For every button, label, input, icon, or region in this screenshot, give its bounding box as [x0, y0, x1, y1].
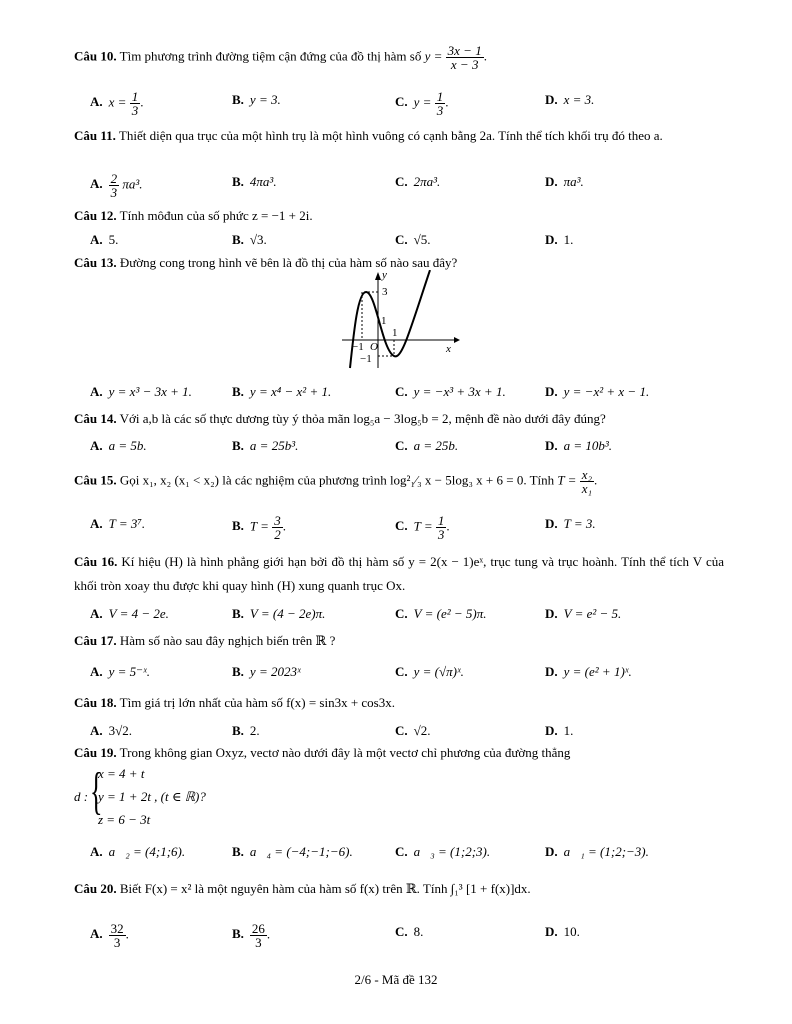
option-b[interactable]: B. 2. [232, 723, 260, 738]
question-number: Câu 10. [74, 48, 117, 64]
option-b[interactable]: B. $\frac{26}{3}$ . [232, 921, 271, 950]
option-a[interactable]: A. $\frac{32}{3}$ . [90, 921, 129, 950]
question-20 [74, 879, 724, 898]
option-b[interactable]: B. T = $\frac{3}{2}$ . [232, 513, 286, 542]
question-19 [74, 743, 724, 762]
options-12 [90, 230, 710, 252]
option-d[interactable]: D. πa³. [545, 174, 584, 189]
options-10 [90, 89, 710, 118]
question-number: Câu 13. [74, 255, 117, 270]
option-d[interactable]: D. V = e² − 5. [545, 606, 622, 621]
options-11 [90, 171, 710, 200]
option-d[interactable]: D. 10. [545, 924, 580, 939]
option-c[interactable]: C. 2πa³. [395, 174, 441, 189]
option-c[interactable]: C. T = $\frac{1}{3}$ . [395, 513, 450, 542]
page-footer: 2/6 - Mã đề 132 [354, 972, 438, 987]
option-c[interactable]: C. y = (√π)ˣ. [395, 664, 464, 679]
option-c[interactable]: C. V = (e² − 5)π. [395, 606, 487, 621]
question-text: Kí hiệu (H) là hình phẳng giới hạn bởi đồ thị hàm số y = 2(x − 1)eˣ, trục tung và trục hoành. Tính thể tích V của khối tròn xoay thu được khi quay hình (H) xung quanh trục Ox. [74, 554, 724, 593]
math: y = [424, 48, 443, 64]
fraction: $\frac{3x - 1}{x - 3}$ [447, 43, 482, 72]
question-text: Trong không gian Oxyz, vectơ nào dưới đây là một vectơ chỉ phương của đường thẳng [119, 745, 571, 760]
option-b[interactable]: B. a⃗₄ = (−4;−1;−6). [232, 844, 353, 859]
option-d[interactable]: D. 1. [545, 232, 574, 247]
question-text: Với a,b là các số thực dương tùy ý thỏa mãn log₅a − 3log₅b = 2, mệnh đề nào dưới đây đúng? [119, 411, 606, 426]
options-15 [90, 513, 710, 542]
option-d[interactable]: D. T = 3. [545, 516, 596, 531]
tick-minus-1-y: −1 [360, 353, 372, 365]
question-text: Gọi x₁, x₂ (x₁ < x₂) là các nghiệm của phương trình log²₁⁄₃ x − 5log₃ x + 6 = 0. Tính [119, 472, 555, 488]
function-graph [338, 270, 460, 370]
eq-y: y = 1 + 2t , (t ∈ ℝ)? [98, 789, 206, 804]
option-a[interactable]: A. 5. [90, 232, 119, 247]
tick-1-x: 1 [392, 327, 398, 339]
y-label: y [382, 270, 387, 281]
question-number: Câu 11. [74, 128, 116, 143]
option-c[interactable]: C. y = $\frac{1}{3}$ . [395, 89, 449, 118]
option-b[interactable]: B. √3. [232, 232, 267, 247]
options-17 [90, 662, 710, 684]
options-19 [90, 842, 710, 864]
question-16 [74, 550, 724, 598]
question-text: Tìm phương trình đường tiệm cận đứng của đồ thị hàm số [119, 48, 422, 64]
question-number: Câu 12. [74, 208, 117, 223]
options-16 [90, 604, 710, 626]
option-d[interactable]: D. a⃗₁ = (1;2;−3). [545, 844, 649, 859]
question-text: Biết F(x) = x² là một nguyên hàm của hàm số f(x) trên ℝ. Tính ∫₁³ [1 + f(x)]dx. [119, 881, 531, 896]
options-13 [90, 382, 710, 404]
question-11 [74, 126, 724, 145]
option-b[interactable]: B. y = 2023ˣ [232, 664, 301, 679]
question-text: Thiết diện qua trục của một hình trụ là một hình vuông có cạnh bằng 2a. Tính thể tích khối trụ đó theo a. [118, 128, 663, 143]
option-b[interactable]: B. 4πa³. [232, 174, 277, 189]
question-10: Câu 10. Tìm phương trình đường tiệm cận đứng của đồ thị hàm số y = $\frac{3x - 1}{x - 3}$ . [74, 43, 487, 72]
option-a[interactable]: A. y = x³ − 3x + 1. [90, 384, 192, 399]
line-name: d : [74, 789, 89, 804]
option-d[interactable]: D. y = −x² + x − 1. [545, 384, 650, 399]
question-number: Câu 14. [74, 411, 117, 426]
option-a[interactable]: A. 3√2. [90, 723, 133, 738]
eq-z: z = 6 − 3t [98, 812, 151, 827]
question-18 [74, 693, 724, 712]
option-c[interactable]: C. y = −x³ + 3x + 1. [395, 384, 506, 399]
question-text: Hàm số nào sau đây nghịch biến trên ℝ ? [119, 633, 336, 648]
question-number: Câu 15. [74, 472, 117, 488]
options-14 [90, 436, 710, 458]
question-text: Đường cong trong hình vẽ bên là đồ thị của hàm số nào sau đây? [119, 255, 458, 270]
option-c[interactable]: C. √2. [395, 723, 431, 738]
option-d[interactable]: D. a = 10b³. [545, 438, 613, 453]
option-a[interactable]: A. $\frac{2}{3}$ πa³. [90, 171, 143, 200]
options-18 [90, 721, 710, 743]
option-a[interactable]: A. T = 3⁷. [90, 516, 146, 531]
eq-x: x = 4 + t [98, 766, 145, 781]
option-a[interactable]: A. a⃗₂ = (4;1;6). [90, 844, 186, 859]
option-b[interactable]: B. a = 25b³. [232, 438, 299, 453]
question-17 [74, 631, 724, 650]
option-d[interactable]: D. y = (e² + 1)ˣ. [545, 664, 632, 679]
option-b[interactable]: B. y = x⁴ − x² + 1. [232, 384, 332, 399]
tick-3: 3 [382, 286, 388, 298]
question-14 [74, 409, 724, 428]
options-20 [90, 921, 710, 950]
option-d[interactable]: D. x = 3. [545, 92, 595, 107]
question-text: Tính môđun của số phức z = −1 + 2i. [119, 208, 313, 223]
option-c[interactable]: C. 8. [395, 924, 424, 939]
option-a[interactable]: A. a = 5b. [90, 438, 147, 453]
option-b[interactable]: B. y = 3. [232, 92, 281, 107]
tick-1-y: 1 [381, 315, 387, 327]
question-text: Tìm giá trị lớn nhất của hàm số f(x) = sin3x + cos3x. [119, 695, 395, 710]
question-number: Câu 17. [74, 633, 117, 648]
question-15: Câu 15. Gọi x₁, x₂ (x₁ < x₂) là các nghiệm của phương trình log²₁⁄₃ x − 5log₃ x + 6 = 0. Tính T = $\frac{\text{x₂}}{\text{x₁}}$ . [74, 467, 598, 496]
line-system [74, 764, 294, 830]
option-c[interactable]: C. √5. [395, 232, 431, 247]
x-label: x [446, 343, 451, 355]
question-12 [74, 206, 724, 225]
brace: { [90, 763, 103, 820]
option-c[interactable]: C. a = 25b. [395, 438, 459, 453]
question-number: Câu 18. [74, 695, 117, 710]
option-d[interactable]: D. 1. [545, 723, 574, 738]
tick-minus-1-x: −1 [352, 341, 364, 353]
question-number: Câu 19. [74, 745, 117, 760]
origin-label: O [370, 341, 378, 353]
question-number: Câu 20. [74, 881, 117, 896]
option-c[interactable]: C. a⃗₃ = (1;2;3). [395, 844, 491, 859]
question-number: Câu 16. [74, 554, 118, 569]
option-a[interactable]: A. x = $\frac{1}{3}$ . [90, 89, 144, 118]
option-a[interactable]: A. y = 5⁻ˣ. [90, 664, 150, 679]
option-a[interactable]: A. V = 4 − 2e. [90, 606, 169, 621]
option-b[interactable]: B. V = (4 − 2e)π. [232, 606, 326, 621]
